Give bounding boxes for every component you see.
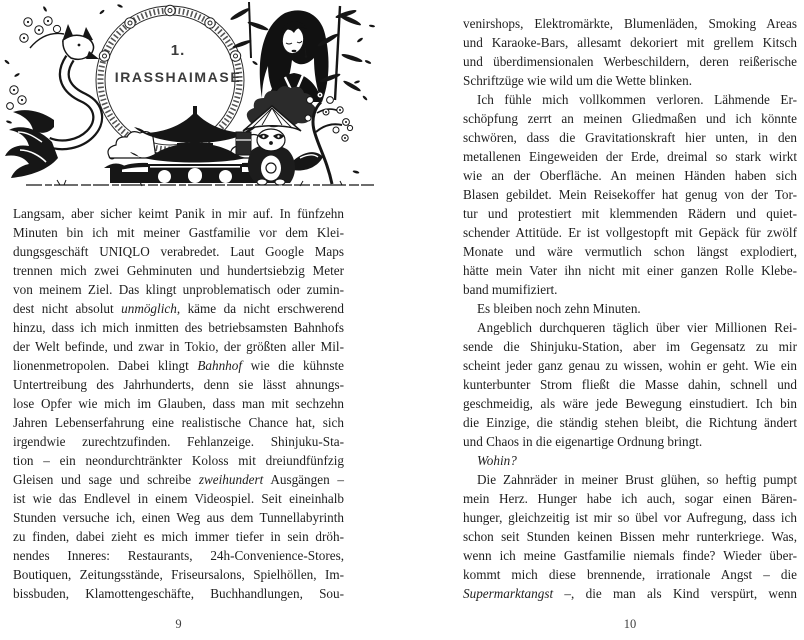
text-line: kunterbunter Strom fließt die Masse dahin, schnell und [463, 377, 797, 392]
text-line: Untertreibung des Jahrhunderts, denn sie lässt ahnungs- [13, 377, 344, 392]
text-line: Blasen gebildet. Mein Reisekoffer hat genug von der Tor- [463, 187, 797, 202]
text-line: tion – ein neondurchtränkter Koloss mit dreiundfünfzig [13, 453, 344, 468]
left-page-text [13, 204, 344, 603]
text-line: sende die Shinjuku-Station, aber im Gegensatz zu mir [463, 339, 797, 354]
text-line: schon seit Stunden keinen Bissen mehr runterkriege. Was, [463, 529, 797, 544]
text-line: Boutiquen, Zeitungsstände, Friseursalons, Spielhöllen, Im- [13, 567, 344, 582]
page-number-left: 9 [175, 617, 182, 631]
text-line: die Einzige, die ständig stehen bleibt, die Richtung ändert [463, 415, 797, 430]
text-line: schender Attitüde. Er ist vollgestopft mit Gepäck für zwölf [463, 225, 797, 240]
text-line: Ich fühle mich vollkommen verloren. Lähmende Er- [477, 92, 797, 107]
text-line: und Karaoke-Bars, allesamt dekoriert mit grellem Kitsch [463, 35, 797, 50]
text-line: schwören, dass die Gravitationskraft hier unten, in den [463, 130, 797, 145]
text-line: venirshops, Elektromärkte, Blumenläden, Smoking Areas [463, 16, 797, 31]
text-line: Es bleiben noch zehn Minuten. [477, 301, 641, 316]
text-line: Monate und wäre vermutlich schon längst explodiert, [463, 244, 797, 259]
text-line: Jahren Lebenserfahrung eine realistische Chance hat, sich [13, 415, 344, 430]
text-line: ist wie das Endlevel in einem Videospiel. Seit eineinhalb [13, 491, 344, 506]
text-line: bissbuden, Klamottengeschäfte, Buchhandlungen, Sou- [13, 586, 344, 601]
text-line: Minuten bin ich mit meiner Gastfamilie vor dem Klei- [13, 225, 344, 240]
text-line: von meinem Ziel. Das klingt unproblematisch oder zumin- [13, 282, 344, 297]
text-line: dungsgeschäft UNIQLO verabredet. Laut Google Maps [13, 244, 344, 259]
text-line: nendes Inneres: Restaurants, 24h-Convenience-Stores, [13, 548, 344, 563]
text-line: wenn ich meine Gastfamilie niemals finde? Wieder über- [463, 548, 797, 563]
text-line: hinzu, dass ich mich inmitten des betriebsamsten Bahnhofs [13, 320, 344, 335]
text-line: Wohin? [477, 453, 517, 468]
text-line: Supermarktangst –, die man als Kind verspürt, wenn [463, 586, 797, 601]
text-line: Langsam, aber sicher keimt Panik in mir auf. In fünfzehn [13, 206, 344, 221]
text-line: der Welt befinde, und zwar in Tokio, der größten aller Mil- [13, 339, 344, 354]
text-line: hätte mein Vater ihn nicht mit einer ganzen Rolle Klebe- [463, 263, 797, 278]
chapter-number: 1. [170, 42, 186, 59]
text-line: geschmeidig, als wäre jede Bewegung einstudiert. Ich bin [463, 396, 797, 411]
text-line: trennen mich zwei Gehminuten und hundertsiebzig Meter [13, 263, 344, 278]
text-line: Angeblich durchqueren täglich über vier Millionen Rei- [477, 320, 797, 335]
text-line: dest nicht absolut unmöglich, käme da nicht erschwerend [13, 301, 344, 316]
text-line: schöpfung zerrt an meinen Gliedmaßen und ich könnte [463, 111, 797, 126]
text-line: Stunden versuche ich, einen Weg aus dem Tunnellabyrinth [13, 510, 344, 525]
text-line: und Chaos in die eigenartige Ordnung bringt. [463, 434, 703, 449]
text-line: Die Zahnräder in meiner Brust glühen, so heftig pumpt [477, 472, 797, 487]
text-line: hunger, gleichzeitig ist mir so übel vor Aufregung, dass ich [463, 510, 797, 525]
text-line: Schriftzüge wie wild um die Wette blinken. [463, 73, 693, 88]
chapter-title: IRASSHAIMASE [114, 69, 242, 85]
text-line: zu finden, dabei zieht es mich immer tiefer in sein dröh- [13, 529, 344, 544]
text-line: lose Opfer wie mich im Glauben, dass man mit sechzehn [13, 396, 344, 411]
chapter-illustration [0, 0, 400, 196]
right-page-text [463, 14, 797, 603]
text-line: wie an der Oberfläche. An meinen Händen haben sich [463, 168, 797, 183]
text-line: Gleisen und sage und schreibe zweihundert Ausgängen – [13, 472, 344, 487]
chapter-heading [92, 42, 264, 85]
text-line: lionenmetropolen. Dabei klingt Bahnhof wie die kühnste [13, 358, 344, 373]
text-line: scheint jeder ganz genau zu wissen, wohin er geht. Wie ein [463, 358, 797, 373]
page-number-right: 10 [623, 617, 637, 631]
text-line: metallenen Eingeweiden der Erde, dreimal so stark wirkt [463, 149, 797, 164]
text-line: mein Herz. Hunger habe ich auch, sogar einen Bären- [463, 491, 797, 506]
text-line: irgendwie zurechtzufinden. Fehlanzeige. Shinjuku-Sta- [13, 434, 344, 449]
text-line: und überdimensionalen Werbeschildern, deren reißerische [463, 54, 797, 69]
text-line: band mumifiziert. [463, 282, 558, 297]
text-line: tur und protestiert mit klemmenden Rädern und quiet- [463, 206, 797, 221]
text-line: kommt mich diese brennende, irrationale Angst – die [463, 567, 797, 582]
